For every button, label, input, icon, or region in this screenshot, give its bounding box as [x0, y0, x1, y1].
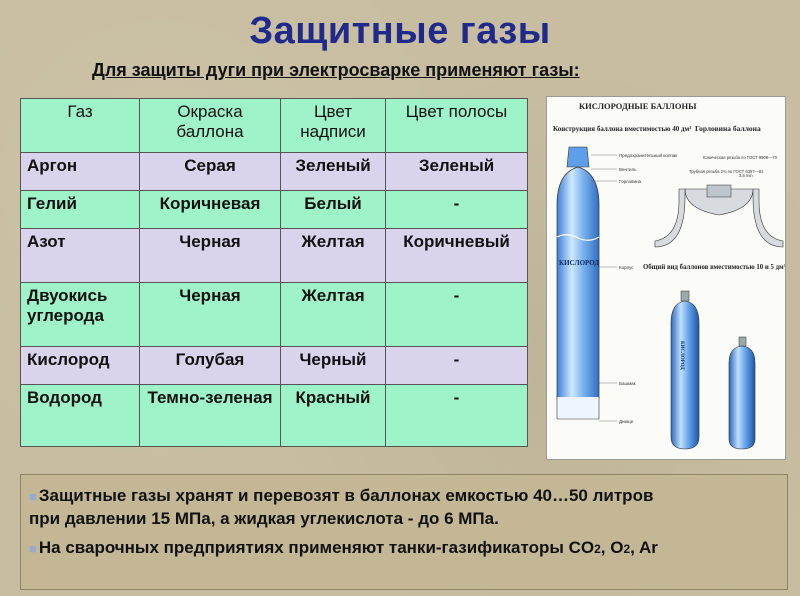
oxygen-cylinders-figure	[546, 96, 786, 460]
table-header-row	[21, 99, 528, 153]
cell-label-color: Черный	[281, 347, 386, 385]
note-1-line-a: Защитные газы хранят и перевозят в баллонах емкостью 40…50 литров	[38, 486, 654, 505]
right-title: Горловина баллона	[695, 124, 761, 133]
note-1	[29, 485, 653, 530]
big-cylinder	[557, 147, 599, 419]
cell-stripe-color: -	[386, 191, 528, 229]
cell-stripe-color: Зеленый	[386, 153, 528, 191]
cell-label-color: Белый	[281, 191, 386, 229]
part-body: Корпус	[619, 265, 634, 270]
cell-cylinder-color: Голубая	[140, 347, 281, 385]
big-cylinder-label: КИСЛОРОД	[559, 259, 600, 267]
bullet-icon: ■	[29, 541, 37, 556]
note-2-mid: , O	[600, 538, 624, 557]
cell-gas: Гелий	[21, 191, 140, 229]
table-row	[21, 229, 528, 283]
gas-table	[20, 98, 528, 447]
part-cap: Предохранительный колпак	[619, 153, 678, 158]
medium-cylinder	[671, 291, 699, 449]
small-cylinder	[729, 337, 755, 449]
neck-diagram	[655, 155, 783, 247]
medium-cylinder-label: КИСЛОРОД	[679, 341, 684, 370]
note-1-line-b: при давлении 15 МПа, а жидкая углекислота - до 6 МПа.	[29, 509, 499, 528]
part-bottom: Днище	[619, 419, 634, 424]
notes-box	[20, 474, 788, 590]
header-stripe-color: Цвет полосы	[386, 99, 528, 153]
neck-label-min: 3,5 min	[739, 173, 753, 178]
left-title	[553, 125, 691, 133]
cell-label-color: Желтая	[281, 229, 386, 283]
page-subtitle: Для защиты дуги при электросварке применяют газы:	[92, 60, 580, 80]
figure-caption: КИСЛОРОДНЫЕ БАЛЛОНЫ	[579, 101, 697, 111]
cell-cylinder-color: Черная	[140, 283, 281, 347]
bottom-title: Общий вид баллонов вместимостью 10 и 5 дм³	[643, 264, 785, 271]
table-row	[21, 283, 528, 347]
cell-gas: Водород	[21, 385, 140, 447]
note-2-text: На сварочных предприятиях применяют танки-газификаторы CO	[38, 538, 595, 557]
table-row	[21, 347, 528, 385]
table-row	[21, 191, 528, 229]
cell-cylinder-color: Темно-зеленая	[140, 385, 281, 447]
header-cylinder-color: Окраска баллона	[140, 99, 281, 153]
o2-subscript: 2	[623, 542, 631, 556]
cell-label-color: Красный	[281, 385, 386, 447]
note-2-end: , Ar	[630, 538, 658, 557]
table-row	[21, 385, 528, 447]
part-valve: Вентиль	[619, 167, 637, 172]
cell-label-color: Желтая	[281, 283, 386, 347]
page-title: Защитные газы	[249, 10, 551, 52]
cell-gas: Кислород	[21, 347, 140, 385]
cell-gas: Аргон	[21, 153, 140, 191]
cell-stripe-color: Коричневый	[386, 229, 528, 283]
note-2	[29, 537, 658, 560]
co2-subscript: 2	[594, 542, 601, 556]
cell-stripe-color: -	[386, 283, 528, 347]
bullet-icon: ■	[29, 489, 37, 504]
neck-label-pipe: Трубная резьба 2¾ по ГОСТ 6357—81	[689, 169, 764, 174]
cell-gas: Двуокись углерода	[21, 283, 140, 347]
header-label-color: Цвет надписи	[281, 99, 386, 153]
cell-gas: Азот	[21, 229, 140, 283]
cell-stripe-color: -	[386, 347, 528, 385]
cell-cylinder-color: Черная	[140, 229, 281, 283]
part-labels	[619, 152, 677, 424]
part-neck: Горловина	[619, 179, 642, 184]
table-row	[21, 153, 528, 191]
cell-cylinder-color: Коричневая	[140, 191, 281, 229]
cell-label-color: Зеленый	[281, 153, 386, 191]
cell-cylinder-color: Серая	[140, 153, 281, 191]
neck-label-taper: Коническая резьба по ГОСТ 9909—70	[703, 155, 777, 160]
header-gas: Газ	[21, 99, 140, 153]
cell-stripe-color: -	[386, 385, 528, 447]
part-shoe: Башмак	[619, 381, 636, 386]
left-title-text: Конструкция баллона вместимостью 40 дм³	[553, 125, 692, 133]
